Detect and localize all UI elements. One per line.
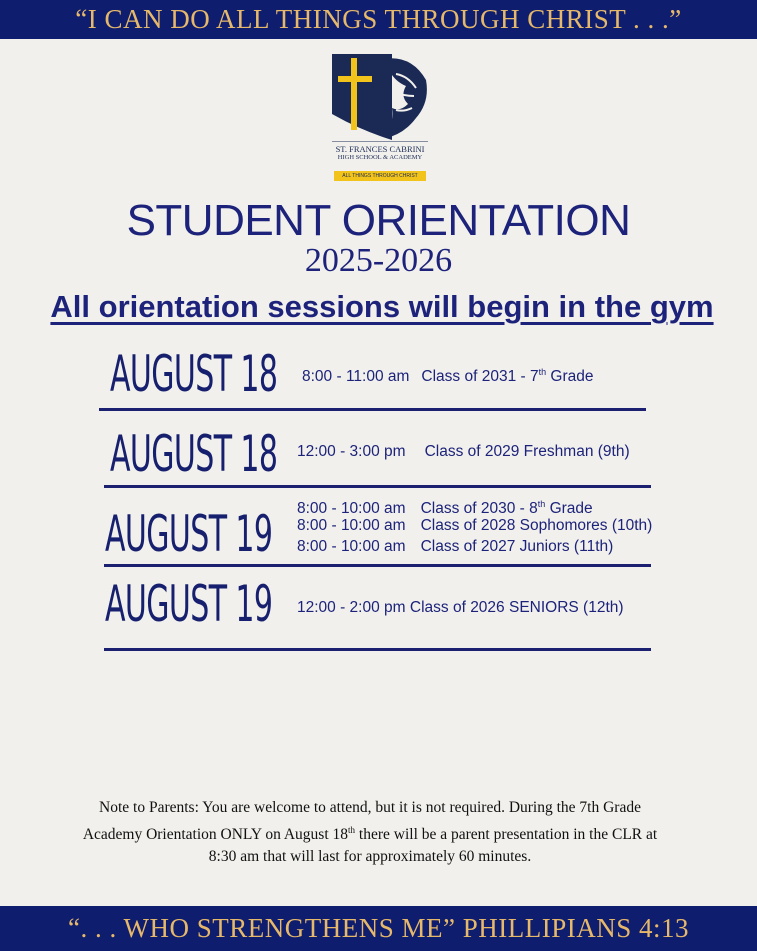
session-time: 8:00 - 10:00 am bbox=[297, 538, 406, 555]
session-date: AUGUST 18 bbox=[110, 345, 278, 403]
note-text: there will be a parent presentation in the CLR at bbox=[355, 826, 658, 844]
page-title: STUDENT ORIENTATION bbox=[126, 196, 631, 245]
session-class: Class of 2030 - 8 bbox=[420, 500, 538, 518]
school-year: 2025-2026 bbox=[304, 242, 453, 279]
session-row bbox=[297, 441, 630, 462]
session-row bbox=[297, 515, 652, 536]
shield-lion-icon bbox=[330, 52, 430, 142]
footer-banner: “. . . WHO STRENGTHENS ME” PHILLIPIANS 4:13 bbox=[0, 906, 757, 951]
divider bbox=[104, 564, 651, 567]
session-date: AUGUST 19 bbox=[105, 575, 273, 633]
divider bbox=[104, 485, 651, 488]
sessions-location-note: All orientation sessions will begin in the gym bbox=[50, 289, 714, 324]
session-class: Class of 2031 - 7 bbox=[421, 368, 539, 386]
divider bbox=[104, 648, 651, 651]
session-time: 12:00 - 2:00 pm bbox=[297, 599, 406, 616]
logo-ribbon: ALL THINGS THROUGH CHRIST bbox=[334, 171, 426, 181]
divider bbox=[99, 408, 646, 411]
session-class: Class of 2029 Freshman (9th) bbox=[424, 443, 630, 460]
session-time: 8:00 - 10:00 am bbox=[297, 517, 406, 534]
session-class: Class of 2028 Sophomores (10th) bbox=[420, 517, 653, 534]
note-line bbox=[10, 819, 730, 846]
session-time: 12:00 - 3:00 pm bbox=[297, 443, 406, 460]
session-row bbox=[297, 597, 624, 618]
parent-note bbox=[10, 797, 730, 868]
logo-school-name: ST. FRANCES CABRINI bbox=[335, 144, 425, 154]
session-time: 8:00 - 10:00 am bbox=[297, 500, 406, 518]
school-logo bbox=[330, 52, 430, 184]
session-date: AUGUST 18 bbox=[110, 425, 278, 483]
note-line: 8:30 am that will last for approximately 60 minutes. bbox=[208, 848, 532, 866]
note-line: Note to Parents: You are welcome to attend, but it is not required. During the 7th Grade bbox=[99, 799, 641, 816]
session-class-suffix: Grade bbox=[546, 368, 594, 386]
ordinal-suffix: th bbox=[538, 367, 547, 377]
session-row bbox=[302, 362, 594, 387]
session-row bbox=[297, 536, 613, 557]
session-class: Class of 2026 SENIORS (12th) bbox=[409, 599, 624, 616]
session-date: AUGUST 19 bbox=[105, 505, 273, 563]
session-time: 8:00 - 11:00 am bbox=[302, 368, 410, 386]
note-text: Academy Orientation ONLY on August 18 bbox=[82, 826, 349, 844]
session-class: Class of 2027 Juniors (11th) bbox=[420, 538, 614, 555]
session-class-suffix: Grade bbox=[545, 500, 593, 518]
ordinal-suffix: th bbox=[348, 825, 356, 835]
header-banner: “I CAN DO ALL THINGS THROUGH CHRIST . . .” bbox=[0, 0, 757, 39]
logo-school-subname: HIGH SCHOOL & ACADEMY bbox=[337, 154, 423, 161]
ordinal-suffix: th bbox=[537, 499, 546, 509]
